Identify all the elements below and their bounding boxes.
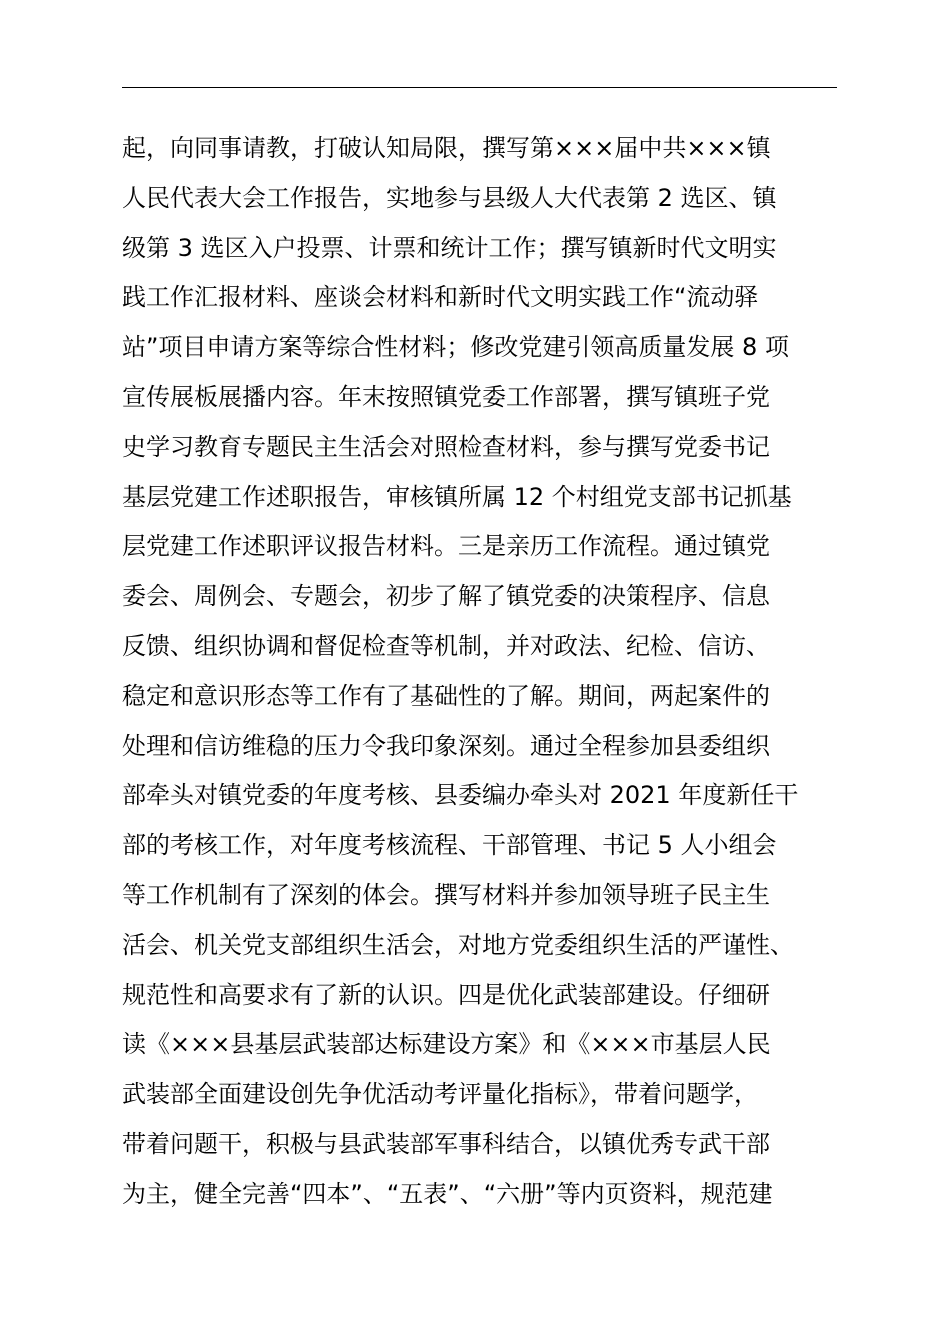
text-line: 读《×××县基层武装部达标建设方案》和《×××市基层人民 — [122, 1030, 771, 1059]
text-line: 基层党建工作述职报告，审核镇所属 12 个村组党支部书记抓基 — [122, 482, 792, 511]
text-line: 起，向同事请教，打破认知局限，撰写第×××届中共×××镇 — [122, 134, 771, 162]
text-line: 践工作汇报材料、座谈会材料和新时代文明实践工作“流动驿 — [122, 283, 759, 312]
body-paragraph — [122, 124, 882, 1220]
text-line: 活会、机关党支部组织生活会，对地方党委组织生活的严谨性、 — [122, 930, 794, 959]
text-line: 史学习教育专题民主生活会对照检查材料，参与撰写党委书记 — [122, 432, 770, 461]
text-line: 部的考核工作，对年度考核流程、干部管理、书记 5 人小组会 — [122, 831, 777, 860]
text-line: 武装部全面建设创先争优活动考评量化指标》，带着问题学， — [122, 1080, 758, 1109]
text-line: 宣传展板展播内容。年末按照镇党委工作部署，撰写镇班子党 — [122, 382, 770, 411]
text-line: 等工作机制有了深刻的体会。撰写材料并参加领导班子民主生 — [122, 880, 770, 909]
text-line: 反馈、组织协调和督促检查等机制，并对政法、纪检、信访、 — [122, 631, 770, 660]
text-line: 层党建工作述职评议报告材料。三是亲历工作流程。通过镇党 — [122, 532, 770, 561]
text-line: 规范性和高要求有了新的认识。四是优化武装部建设。仔细研 — [122, 980, 770, 1009]
text-line: 站”项目申请方案等综合性材料；修改党建引领高质量发展 8 项 — [122, 333, 789, 362]
text-line: 级第 3 选区入户投票、计票和统计工作；撰写镇新时代文明实 — [122, 233, 777, 262]
text-line: 部牵头对镇党委的年度考核、县委编办牵头对 2021 年度新任干 — [122, 781, 799, 810]
text-line: 委会、周例会、专题会，初步了解了镇党委的决策程序、信息 — [122, 582, 770, 611]
text-line: 处理和信访维稳的压力令我印象深刻。通过全程参加县委组织 — [122, 731, 770, 760]
text-line: 人民代表大会工作报告，实地参与县级人大代表第 2 选区、镇 — [122, 183, 777, 212]
header-rule — [122, 87, 837, 88]
text-line: 稳定和意识形态等工作有了基础性的了解。期间，两起案件的 — [122, 681, 770, 710]
text-line: 带着问题干，积极与县武装部军事科结合，以镇优秀专武干部 — [122, 1129, 770, 1158]
text-line: 为主，健全完善“四本”、“五表”、“六册”等内页资料，规范建 — [122, 1179, 773, 1208]
